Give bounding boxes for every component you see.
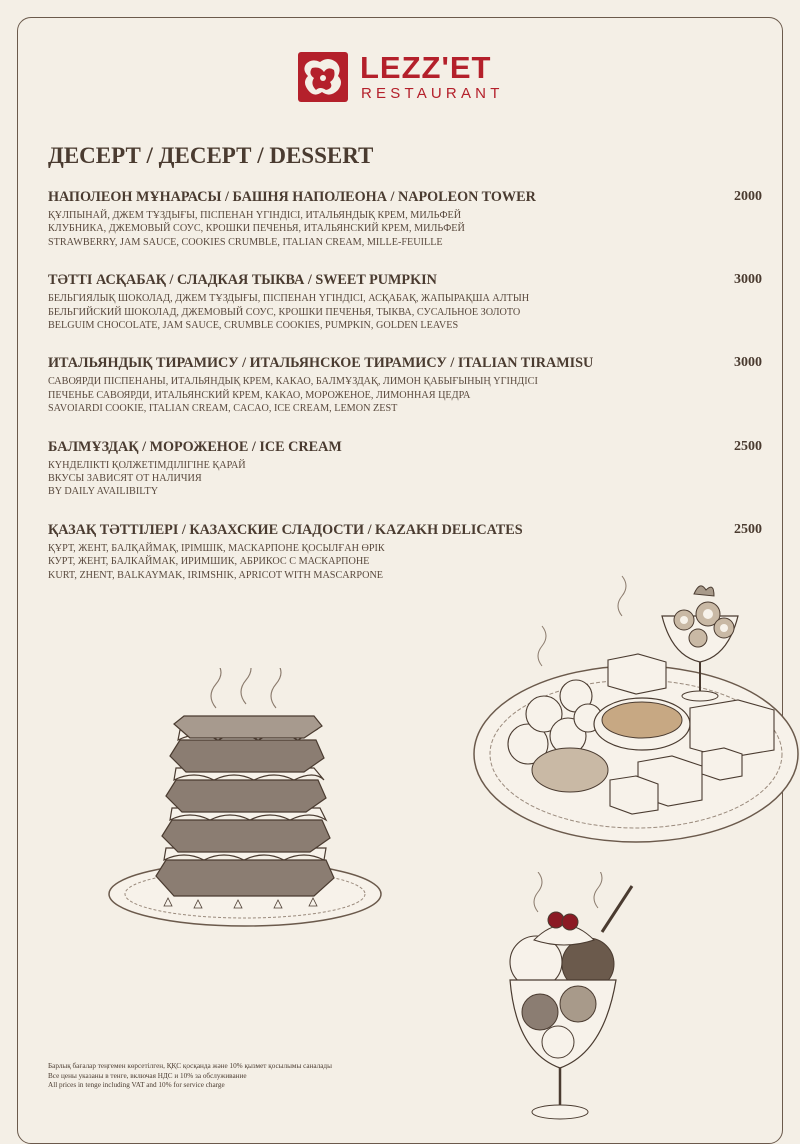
dessert-menu [48, 188, 762, 582]
disclaimer-line: All prices in tenge including VAT and 10% for service charge [48, 1081, 225, 1089]
menu-item [48, 354, 762, 415]
logo-mark-icon [298, 52, 348, 102]
menu-item-name: ТӘТТІ АСҚАБАҚ / СЛАДКАЯ ТЫКВА / SWEET PUMPKIN [48, 272, 437, 289]
menu-item-description [48, 375, 762, 415]
description-line: ВКУСЫ ЗАВИСЯТ ОТ НАЛИЧИЯ [48, 473, 202, 485]
menu-item-description [48, 459, 762, 499]
menu-item-description [48, 292, 762, 332]
brand-name: LEZZ'ET [360, 50, 492, 85]
description-line: BY DAILY AVAILIBILTY [48, 486, 159, 498]
description-line: САВОЯРДИ ПІСПЕНАНЫ, ИТАЛЬЯНДЫҚ КРЕМ, КАКАО, БАЛМҰЗДАҚ, ЛИМОН ҚАБЫҒЫНЫҢ ҮГІНДІСІ [48, 376, 538, 388]
menu-item-price: 2500 [734, 438, 762, 454]
brand-subtitle: RESTAURANT [361, 85, 504, 102]
menu-item-price: 3000 [734, 272, 762, 288]
description-line: БЕЛЬГИЯЛЫҚ ШОКОЛАД, ДЖЕМ ТҰЗДЫҒЫ, ПІСПЕНАН ҮГІНДІСІ, АСҚАБАҚ, ЖАПЫРАҚША АЛТЫН [48, 293, 530, 305]
description-line: ҚҰРТ, ЖЕНТ, БАЛҚАЙМАҚ, ІРІМШІК, МАСКАРПОНЕ ҚОСЫЛҒАН ӨРІК [48, 542, 385, 554]
price-disclaimer [48, 1062, 332, 1091]
disclaimer-line: Барлық бағалар теңгемен көрсетілген, ҚҚС қосқанда және 10% қызмет қосылымы саналады [48, 1062, 332, 1070]
menu-item [48, 271, 762, 332]
menu-item-name: БАЛМҰЗДАҚ / МОРОЖЕНОЕ / ICE CREAM [48, 438, 342, 455]
menu-item [48, 438, 762, 499]
description-line: STRAWBERRY, JAM SAUCE, COOKIES CRUMBLE, ITALIAN CREAM, MILLE-FEUILLE [48, 236, 443, 248]
menu-item-name: НАПОЛЕОН МҰНАРАСЫ / БАШНЯ НАПОЛЕОНА / NAPOLEON TOWER [48, 189, 536, 205]
menu-item-name: ИТАЛЬЯНДЫҚ ТИРАМИСУ / ИТАЛЬЯНСКОЕ ТИРАМИСУ / ITALIAN TIRAMISU [48, 355, 594, 372]
description-line: ҚҰЛПЫНАЙ, ДЖЕМ ТҰЗДЫҒЫ, ПІСПЕНАН ҮГІНДІСІ, ИТАЛЬЯНДЫҚ КРЕМ, МИЛЬФЕЙ [48, 210, 462, 221]
napoleon-cake-illustration [104, 668, 386, 930]
description-line: BELGUIM CHOCOLATE, JAM SAUCE, CRUMBLE COOKIES, PUMPKIN, GOLDEN LEAVES [48, 320, 459, 332]
menu-item-description [48, 209, 762, 249]
description-line: SAVOIARDI COOKIE, ITALIAN CREAM, CACAO, ICE CREAM, LEMON ZEST [48, 403, 398, 415]
section-title: ДЕСЕРТ / ДЕСЕРТ / DESSERT [48, 143, 374, 168]
description-line: БЕЛЬГИЙСКИЙ ШОКОЛАД, ДЖЕМОВЫЙ СОУС, КРОШКИ ПЕЧЕНЬЯ, ТЫКВА, СУСАЛЬНОЕ ЗОЛОТО [48, 306, 521, 318]
description-line: КЛУБНИКА, ДЖЕМОВЫЙ СОУС, КРОШКИ ПЕЧЕНЬЯ, ИТАЛЬЯНСКИЙ КРЕМ, МИЛЬФЕЙ [48, 223, 465, 235]
menu-item [48, 188, 762, 249]
ice-cream-sundae-illustration [498, 872, 646, 1131]
menu-item-price: 2000 [734, 189, 762, 204]
restaurant-logo [298, 52, 508, 102]
menu-item-price: 2500 [734, 521, 762, 537]
description-line: KURT, ZHENT, BALKAYMAK, IRIMSHIK, APRICOT WITH MASCARPONE [48, 569, 384, 581]
kazakh-sweets-platter-illustration [472, 556, 800, 848]
description-line: КУРТ, ЖЕНТ, БАЛКАЙМАК, ИРИМШИК, АБРИКОС С МАСКАРПОНЕ [48, 556, 370, 568]
description-line: КҮНДЕЛІКТІ ҚОЛЖЕТІМДІЛІГІНЕ ҚАРАЙ [48, 459, 246, 471]
menu-item-price: 3000 [734, 355, 762, 371]
description-line: ПЕЧЕНЬЕ САВОЯРДИ, ИТАЛЬЯНСКИЙ КРЕМ, КАКАО, МОРОЖЕНОЕ, ЛИМОННАЯ ЦЕДРА [48, 389, 471, 401]
disclaimer-line: Все цены указаны в тенге, включая НДС и 10% за обслуживание [48, 1071, 247, 1080]
menu-item-name: ҚАЗАҚ ТӘТТІЛЕРІ / КАЗАХСКИЕ СЛАДОСТИ / KAZAKH DELICATES [48, 521, 523, 538]
